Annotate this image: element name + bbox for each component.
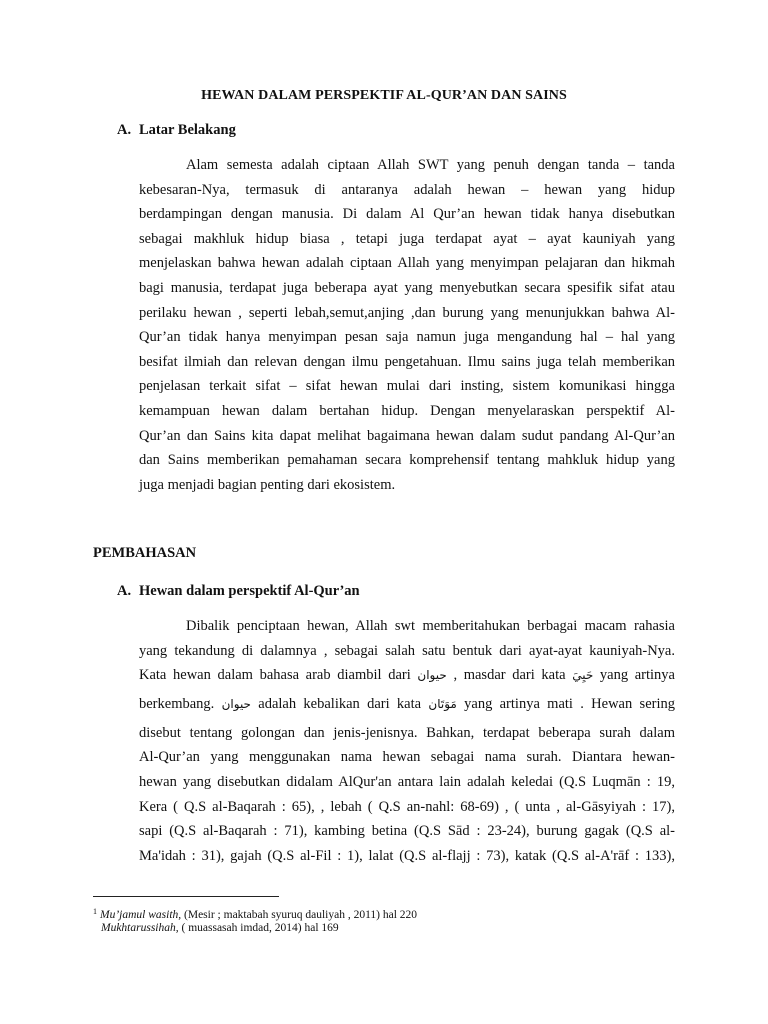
paragraph-line-arabic: berkembang. حيوان adalah kebalikan dari kata مَوَتَان yang artinya mati . Hewan sering xyxy=(139,695,675,712)
arabic-word: حيوان xyxy=(221,696,251,711)
footnote-source-title: Mukhtarussihah, xyxy=(101,922,179,934)
footnote-divider xyxy=(93,896,279,897)
section-heading-text: Hewan dalam perspektif Al-Qur’an xyxy=(139,583,360,599)
section-number: A. xyxy=(117,122,132,138)
paragraph-line: besifat ilmiah dan relevan dengan ilmu pengetahuan. Ilmu sains juga telah memberikan xyxy=(139,353,675,370)
arabic-word: مَوَتَان xyxy=(428,696,457,711)
document-title: HEWAN DALAM PERSPEKTIF AL-QUR’AN DAN SAINS xyxy=(201,88,567,103)
paragraph-latar-belakang xyxy=(139,153,675,497)
paragraph-line: perilaku hewan , seperti lebah,semut,anjing ,dan burung yang menunjukkan bahwa Al- xyxy=(139,304,675,321)
footnote-2 xyxy=(101,920,339,936)
paragraph-line: bagi manusia, terdapat juga beberapa ayat yang menyebutkan secara spesifik sifat atau xyxy=(139,279,675,296)
paragraph-line: Kera ( Q.S al-Baqarah : 65), , lebah ( Q.S an-nahl: 68-69) , ( unta , al-Gāsyiyah : 17), xyxy=(139,798,675,815)
section-number: A. xyxy=(117,583,132,599)
paragraph-hewan xyxy=(139,614,675,868)
paragraph-line: menjelaskan bahwa hewan adalah ciptaan Allah yang menyimpan pelajaran dan hikmah xyxy=(139,255,675,272)
section-heading-hewan xyxy=(117,583,360,600)
paragraph-line: juga menjadi bagian penting dari ekosistem. xyxy=(139,476,396,493)
paragraph-line-arabic: Kata hewan dalam bahasa arab diambil dari حيوان , masdar dari kata حَيِيَ yang artinya xyxy=(139,667,675,684)
arabic-word: حَيِيَ xyxy=(572,668,594,683)
section-heading-text: Latar Belakang xyxy=(139,122,236,138)
paragraph-line: sebagai makhluk hidup biasa , tetapi juga terdapat ayat – ayat kauniyah yang xyxy=(139,230,675,247)
footnote-source-title: Mu’jamul wasith, xyxy=(100,909,182,921)
paragraph-line: sapi (Q.S al-Baqarah : 71), kambing betina (Q.S Sād : 23-24), burung gagak (Q.S al- xyxy=(139,823,675,840)
paragraph-line: dan Sains memberikan pemahaman secara komprehensif tentang mahkluk hidup yang xyxy=(139,452,675,469)
paragraph-line: kebesaran-Nya, termasuk di antaranya adalah hewan – hewan yang hidup xyxy=(139,181,675,198)
footnote-source-detail: (Mesir ; maktabah syuruq dauliyah , 2011) hal 220 xyxy=(181,909,418,921)
paragraph-line: Alam semesta adalah ciptaan Allah SWT yang penuh dengan tanda – tanda xyxy=(186,157,675,173)
paragraph-line: penjelasan terkait sifat – sifat hewan mulai dari insting, sistem komunikasi hingga xyxy=(139,378,675,395)
arabic-word: حيوان xyxy=(417,668,447,683)
footnote-source-detail: ( muassasah imdad, 2014) hal 169 xyxy=(178,922,339,934)
footnote-mark: 1 xyxy=(93,907,97,916)
section-heading-latar-belakang xyxy=(117,122,236,139)
paragraph-line: Al-Qur’an yang menggunakan nama hewan sebagai nama surah. Diantara hewan- xyxy=(139,749,675,766)
paragraph-line: Qur’an tidak hanya menyimpan pesan saja namun juga mengandung hal – hal yang xyxy=(139,329,675,346)
paragraph-line: yang tekandung di dalamnya , sebagai salah satu bentuk dari ayat-ayat kauniyah-Nya. xyxy=(139,642,675,659)
paragraph-line: hewan yang disebutkan didalam AlQur'an antara lain adalah keledai (Q.S Luqmān : 19, xyxy=(139,773,675,790)
paragraph-line: Qur’an dan Sains kita dapat melihat bagaimana hewan dalam sudut pandang Al-Qur’an xyxy=(139,427,675,444)
paragraph-line: kemampuan hewan dalam bertahan hidup. Dengan menyelaraskan perspektif Al- xyxy=(139,402,675,419)
section-title-pembahasan: PEMBAHASAN xyxy=(93,545,197,561)
paragraph-line: Dibalik penciptaan hewan, Allah swt memberitahukan berbagai macam rahasia xyxy=(186,618,675,634)
paragraph-line: Ma'idah : 31), gajah (Q.S al-Fil : 1), lalat (Q.S al-flajj : 73), katak (Q.S al-A'rāf : 133), xyxy=(139,847,675,864)
paragraph-line: berdampingan dengan manusia. Di dalam Al Qur’an hewan tidak hanya disebutkan xyxy=(139,206,675,223)
paragraph-rest xyxy=(139,721,675,869)
paragraph-line: disebut tentang golongan dan jenis-jenisnya. Bahkan, terdapat beberapa surah dalam xyxy=(139,724,675,741)
